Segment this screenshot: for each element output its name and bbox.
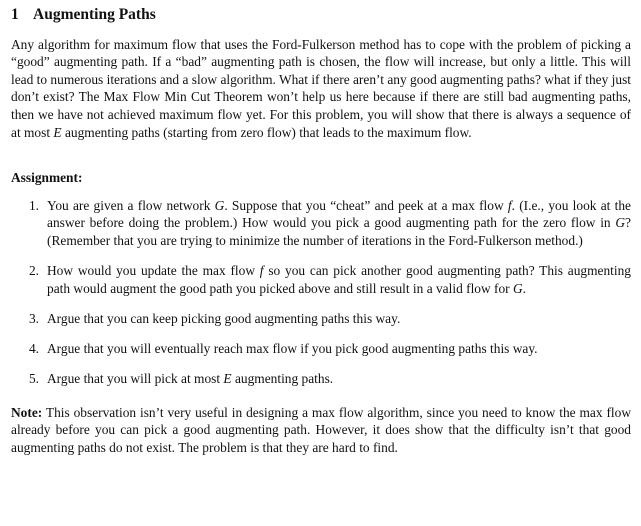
item-number: 4. bbox=[28, 340, 39, 356]
text-run: . (I.e., you look at the answer before doing the problem.) How would you pick a good augmenting path for the zero flow in bbox=[47, 197, 632, 231]
item-number: 2. bbox=[28, 263, 39, 279]
assignment-item bbox=[11, 370, 631, 388]
math-symbol-f: f bbox=[259, 263, 264, 279]
assignment-item bbox=[11, 310, 631, 328]
assignment-heading: Assignment: bbox=[11, 170, 83, 186]
note-text: This observation isn’t very useful in designing a max flow algorithm, since you need to know the max flow already before you can pick a good augmenting path. However, it does show that the difficulty isn’t that good augmenting paths do not exist. The problem is that they are hard to find. bbox=[11, 404, 631, 455]
intro-text: augmenting paths (starting from zero flow) that leads to the maximum flow. bbox=[61, 124, 472, 140]
assignment-item bbox=[11, 262, 631, 297]
math-symbol-f: f bbox=[507, 197, 512, 213]
note-label: Note: bbox=[11, 404, 43, 420]
assignment-list bbox=[11, 197, 631, 388]
text-run: so you can pick another good augmenting path? This augmenting path would augment the good path you picked above and still result in a valid flow for bbox=[47, 263, 632, 296]
text-run: augmenting paths. bbox=[231, 370, 334, 386]
item-text bbox=[47, 340, 631, 358]
math-symbol-g: G bbox=[214, 197, 225, 213]
text-run: Argue that you will eventually reach max flow if you pick good augmenting paths this way. bbox=[47, 340, 538, 356]
text-run: How would you update the max flow bbox=[47, 263, 260, 279]
math-symbol-e: E bbox=[53, 124, 62, 140]
note-paragraph bbox=[11, 404, 631, 457]
intro-text: Any algorithm for maximum flow that uses the Ford-Fulkerson method has to cope with the problem of picking a “good” augmenting path. If a “bad” augmenting path is chosen, the flow will increase, but only a little. This will lead to numerous iterations and a slow algorithm. What if there aren’t any good augmenting paths? what if they just don’t exist? The Max Flow Min Cut Theorem won’t help us here because if there are still bad augmenting paths, then we have not achieved maximum flow yet. For this problem, you will show that there is always a sequence of at most bbox=[11, 36, 631, 140]
item-text bbox=[47, 310, 631, 328]
math-symbol-g: G bbox=[615, 215, 626, 231]
section-heading bbox=[11, 6, 631, 24]
item-text bbox=[47, 262, 631, 297]
assignment-item bbox=[11, 197, 631, 250]
section-number: 1 bbox=[11, 6, 19, 23]
text-run: . bbox=[522, 280, 526, 296]
item-number: 3. bbox=[28, 310, 39, 326]
text-run: Argue that you will pick at most bbox=[47, 370, 224, 386]
assignment-item bbox=[11, 340, 631, 358]
section-title: Augmenting Paths bbox=[33, 6, 156, 23]
item-text bbox=[47, 197, 631, 250]
item-number: 1. bbox=[28, 197, 39, 213]
text-run: ? (Remember that you are trying to minimize the number of iterations in the Ford-Fulkerson method.) bbox=[47, 215, 631, 248]
item-number: 5. bbox=[28, 370, 39, 386]
text-run: You are given a flow network bbox=[47, 197, 215, 213]
math-symbol-e: E bbox=[223, 370, 232, 386]
text-run: . Suppose that you “cheat” and peek at a max flow bbox=[224, 197, 508, 213]
item-text bbox=[47, 370, 631, 388]
math-symbol-g: G bbox=[512, 280, 523, 296]
text-run: Argue that you can keep picking good augmenting paths this way. bbox=[47, 310, 401, 326]
intro-paragraph bbox=[11, 36, 631, 142]
